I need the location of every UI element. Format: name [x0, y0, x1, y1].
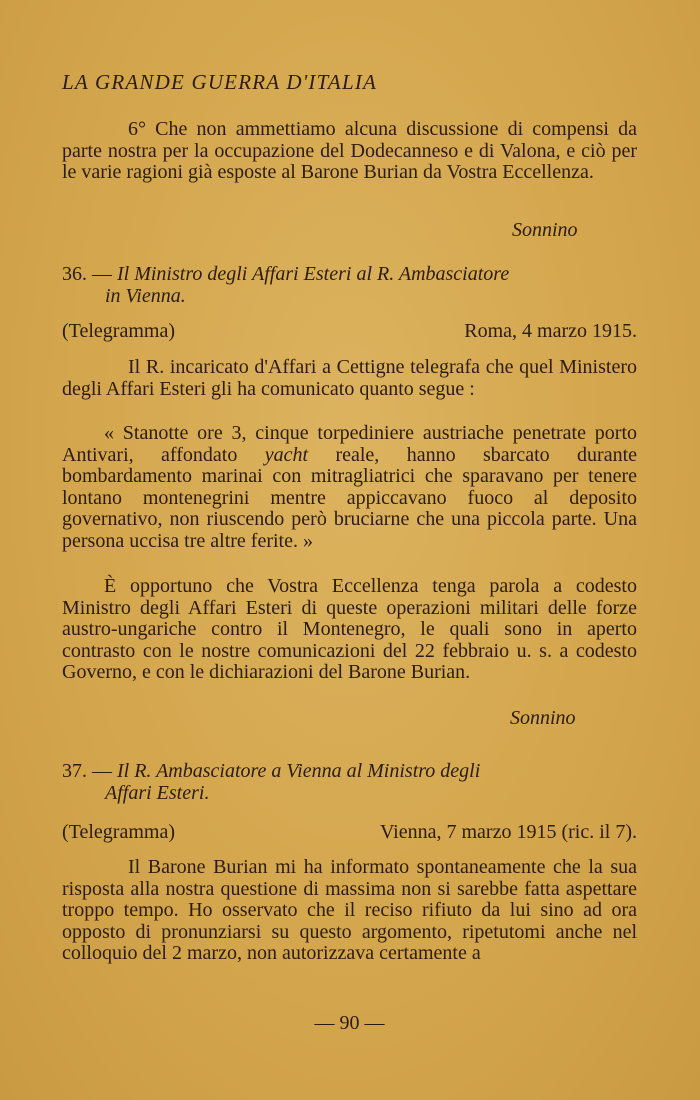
place-date: Roma, 4 marzo 1915.	[464, 320, 637, 342]
running-head: LA GRANDE GUERRA D'ITALIA	[62, 70, 378, 94]
document-title: Il R. Ambasciatore a Vienna al Ministro degli	[117, 760, 481, 782]
page-number: — 90 —	[314, 1012, 385, 1034]
paragraph-36-1: Il R. incaricato d'Affari a Cettigne telegrafa che quel Ministero degli Affari Esteri gli ha comunicato quanto segue :	[62, 356, 637, 400]
signature-sonnino-1: Sonnino	[512, 219, 578, 241]
paragraph-37-1: Il Barone Burian mi ha informato spontaneamente che la sua risposta alla nostra questione di massima non si sarebbe fatta aspettare troppo tempo. Ho osservato che il reciso rifiuto da lui sino ad ora opposto di pronunziarsi su questo argomento, ripetutomi anche nel colloquio del 2 marzo, non autorizzava certamente a	[62, 856, 637, 964]
document-heading-37	[62, 760, 637, 804]
term-yacht: yacht	[264, 443, 309, 466]
document-type: (Telegramma)	[62, 821, 175, 843]
signature-sonnino-2: Sonnino	[510, 707, 576, 729]
document-number: 36. —	[62, 263, 112, 285]
document-title-cont: Affari Esteri.	[105, 782, 210, 804]
document-title: Il Ministro degli Affari Esteri al R. Ambasciatore	[117, 263, 510, 285]
paragraph-36-2: È opportuno che Vostra Eccellenza tenga parola a codesto Ministro degli Affari Esteri di queste operazioni militari delle forze austro-ungariche contro il Montenegro, le quali sono in aperto contrasto con le nostre comunicazioni del 22 febbraio u. s. a codesto Governo, e con le dichiarazioni del Barone Burian.	[62, 575, 637, 683]
document-number: 37. —	[62, 760, 112, 782]
dateline-37	[62, 821, 637, 844]
document-heading-36	[62, 263, 637, 307]
paragraph-item-6: 6° Che non ammettiamo alcuna discussione di compensi da parte nostra per la occupazione del Dodecanneso e di Valona, e ciò per le varie ragioni già esposte al Barone Burian da Vostra Eccellenza.	[62, 118, 637, 183]
document-type: (Telegramma)	[62, 320, 175, 342]
dateline-36	[62, 320, 637, 343]
quoted-telegram: « Stanotte ore 3, cinque torpediniere austriache penetrate porto Antivari, affondato yacht reale, hanno sbarcato durante bombardamento marinai con mitragliatrici che sparavano per tenere lontano montenegrini mentre appiccavano fuoco al deposito governativo, non riuscendo però bruciarne che una piccola parte. Una persona uccisa tre altre ferite. »	[62, 422, 637, 552]
place-date: Vienna, 7 marzo 1915 (ric. il 7).	[379, 821, 637, 843]
document-title-cont: in Vienna.	[105, 285, 186, 307]
